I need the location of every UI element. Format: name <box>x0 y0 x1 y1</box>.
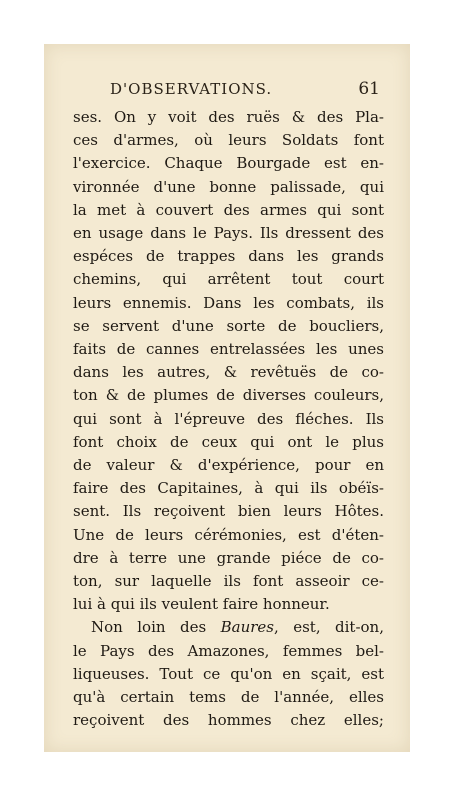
text-line: la met à couvert des armes qui sont <box>73 200 384 219</box>
text-run: Non loin des <box>91 618 221 637</box>
text-line <box>91 616 384 639</box>
text-line: ton & de plumes de diverses couleurs, <box>73 386 384 405</box>
text-line: faire des Capitaines, à qui ils obéïs- <box>73 479 384 498</box>
text-line: faits de cannes entrelassées les unes <box>73 340 384 358</box>
text-line: ton, sur laquelle ils font asseoir ce- <box>73 572 384 590</box>
text-line: qui sont à l'épreuve des fléches. Ils <box>73 409 384 428</box>
text-line: liqueuses. Tout ce qu'on en sçait, est <box>73 664 384 683</box>
text-line: font choix de ceux qui ont le plus <box>73 432 384 451</box>
text-line: le Pays des Amazones, femmes bel- <box>73 641 384 660</box>
text-line: espéces de trappes dans les grands <box>73 247 384 266</box>
text-line: reçoivent des hommes chez elles; <box>73 711 384 730</box>
text-line: vironnée d'une bonne palissade, qui <box>73 177 384 196</box>
text-line: l'exercice. Chaque Bourgade est en- <box>73 154 384 173</box>
italic-place-name: Baures <box>220 618 274 637</box>
text-line: dre à terre une grande piéce de co- <box>73 548 384 567</box>
running-title: D'OBSERVATIONS. <box>110 80 273 98</box>
text-line: de valeur & d'expérience, pour en <box>73 456 384 474</box>
text-line: se servent d'une sorte de boucliers, <box>73 316 384 335</box>
text-line: sent. Ils reçoivent bien leurs Hôtes. <box>73 502 384 521</box>
text-line: lui à qui ils veulent faire honneur. <box>73 595 330 614</box>
text-line: en usage dans le Pays. Ils dressent des <box>73 224 384 242</box>
text-line: qu'à certain tems de l'année, elles <box>73 688 384 706</box>
text-line: chemins, qui arrêtent tout court <box>73 270 384 289</box>
running-head <box>44 80 410 104</box>
text-line: leurs ennemis. Dans les combats, ils <box>73 293 384 312</box>
text-line: Une de leurs cérémonies, est d'éten- <box>73 525 384 544</box>
text-line: ses. On y voit des ruës & des Pla- <box>73 108 384 126</box>
text-line: ces d'armes, où leurs Soldats font <box>73 131 384 150</box>
text-line: dans les autres, & revêtuës de co- <box>73 363 384 382</box>
book-page <box>44 44 410 752</box>
page-number: 61 <box>358 79 380 99</box>
text-run: , est, dit-on, <box>274 618 384 637</box>
